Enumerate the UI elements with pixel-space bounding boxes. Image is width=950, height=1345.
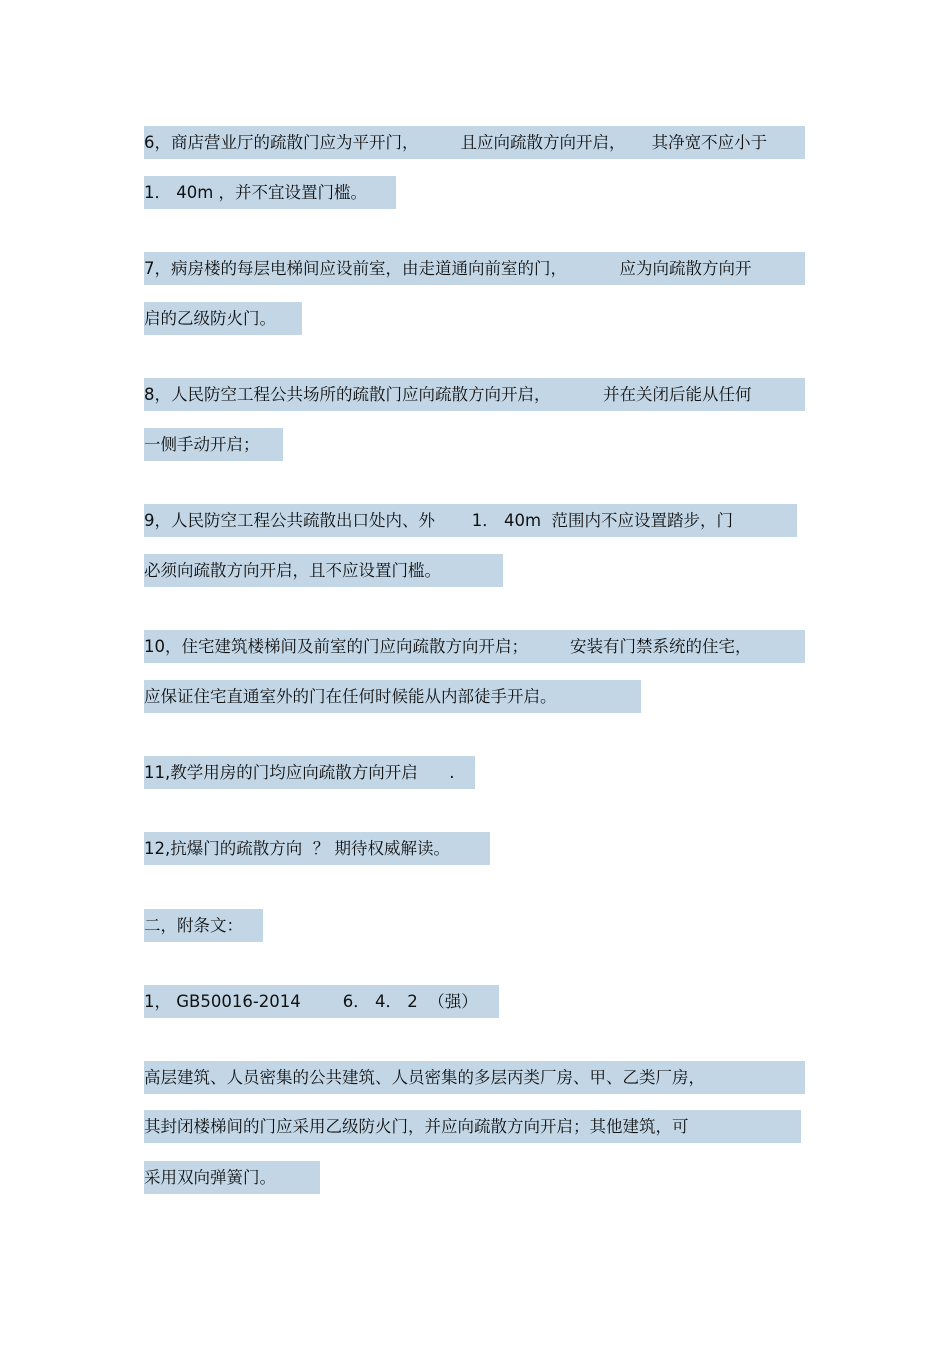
section-heading: 二，附条文： (144, 909, 263, 942)
text-line: 启的乙级防火门。 (144, 302, 302, 335)
text-line: 12,抗爆门的疏散方向 ？ 期待权威解读。 (144, 832, 490, 865)
text-line: 11,教学用房的门均应向疏散方向开启 . (144, 756, 475, 789)
text-line: 10，住宅建筑楼梯间及前室的门应向疏散方向开启； 安装有门禁系统的住宅， (144, 630, 805, 663)
text-line: 高层建筑、人员密集的公共建筑、人员密集的多层丙类厂房、甲、乙类厂房， (144, 1061, 805, 1094)
text-line: 8，人民防空工程公共场所的疏散门应向疏散方向开启， 并在关闭后能从任何 (144, 378, 805, 411)
text-line: 其封闭楼梯间的门应采用乙级防火门，并应向疏散方向开启；其他建筑，可 (144, 1110, 801, 1143)
text-line: 6，商店营业厅的疏散门应为平开门， 且应向疏散方向开启， 其净宽不应小于 (144, 126, 805, 159)
text-line: 必须向疏散方向开启，且不应设置门槛。 (144, 554, 503, 587)
text-line: 一侧手动开启； (144, 428, 283, 461)
text-line: 应保证住宅直通室外的门在任何时候能从内部徒手开启。 (144, 680, 641, 713)
text-line: 1． 40m ，并不宜设置门槛。 (144, 176, 396, 209)
text-line: 7，病房楼的每层电梯间应设前室，由走道通向前室的门， 应为向疏散方向开 (144, 252, 805, 285)
clause-reference: 1， GB50016-2014 6． 4． 2 （强） (144, 985, 499, 1018)
text-line: 采用双向弹簧门。 (144, 1161, 320, 1194)
text-line: 9，人民防空工程公共疏散出口处内、外 1． 40m 范围内不应设置踏步，门 (144, 504, 797, 537)
